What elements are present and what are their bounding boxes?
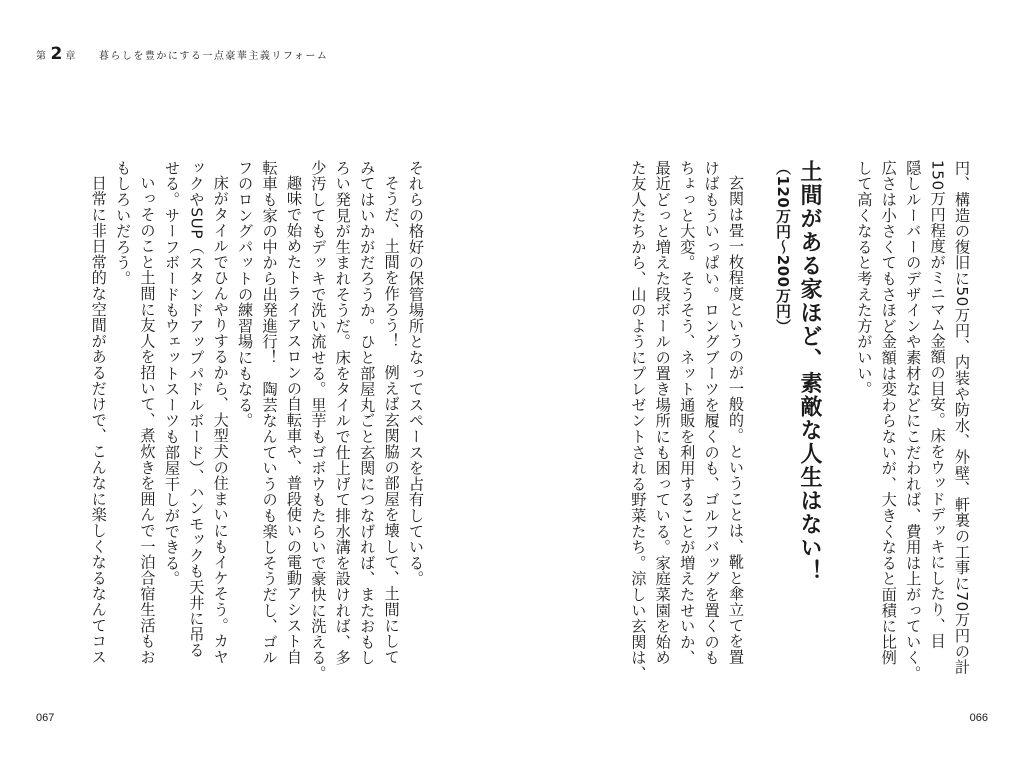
paragraph-line: 少汚してもデッキで洗い流せる。里芋もゴボウもたらいで豪快に洗える。 bbox=[309, 160, 328, 682]
chapter-prefix: 第 bbox=[36, 51, 48, 62]
text-line: して高くなると考えた方がいい。 bbox=[855, 160, 874, 397]
paragraph-line: ックやSUP（スタンドアップパドルボード）、ハンモックも天井に吊る bbox=[187, 160, 206, 659]
text-line: 最近どっと増えた段ボールの置き場所にも困っている。家庭菜園を始め bbox=[653, 160, 672, 666]
chapter-title: 暮らしを豊かにする一点豪華主義リフォーム bbox=[98, 51, 329, 62]
paragraph-line: それらの格好の保管場所となってスペースを占有している。 bbox=[407, 160, 425, 587]
right-page-number: 066 bbox=[969, 712, 988, 724]
paragraph-line: 床がタイルでひんやりするから、大型犬の住まいにもイケそう。カヤ bbox=[211, 175, 230, 665]
chapter-suffix: 章 bbox=[65, 51, 77, 62]
section-heading: 土間がある家ほど、素敵な人生はない！ bbox=[797, 160, 822, 583]
right-page-body bbox=[626, 160, 748, 681]
paragraph-line: 日常に非日常的な空間があるだけで、こんなに楽しくなるなんてコス bbox=[89, 175, 108, 665]
text-line: 150万円程度がミニマム金額の目安。床をウッドデッキにしたり、目 bbox=[928, 160, 947, 649]
text-line: けばもういっぱい。ロングブーツを履くのも、ゴルフバッグを置くのも bbox=[702, 160, 721, 666]
text-line: 隠しルーバーのデザインや素材などにこだわれば、費用は上がっていく。 bbox=[904, 160, 923, 682]
chapter-number: 2 bbox=[50, 44, 63, 64]
text-line: 円、構造の復旧に50万円、内装や防水、外壁、軒裏の工事に70万円の計 bbox=[953, 160, 971, 676]
text-line: ちょっと大変。そうそう、ネット通販を利用することが増えたせいか、 bbox=[678, 160, 697, 666]
paragraph-line: ろい発見が生まれそうだ。床をタイルで仕上げて排水溝を設ければ、多 bbox=[333, 160, 352, 666]
paragraph-line: みてはいかがだろうか。ひと部屋丸ごと玄関につなげれば、またおもし bbox=[358, 160, 377, 666]
text-line: た友人たちから、山のようにプレゼントされる野菜たち。涼しい玄関は、 bbox=[629, 160, 648, 682]
left-page-body bbox=[86, 160, 428, 681]
left-page-number: 067 bbox=[36, 712, 55, 724]
paragraph-line: 趣味で始めたトライアスロンの自転車や、普段使いの電動アシスト自 bbox=[284, 175, 303, 665]
running-head bbox=[36, 44, 328, 64]
text-line: 広さは小さくてもさほど金額は変わらないが、大きくなると面積に比例 bbox=[879, 160, 898, 666]
right-page-intro bbox=[852, 160, 974, 681]
section-heading-block bbox=[772, 160, 824, 583]
section-subheading: （120万円〜200万円） bbox=[774, 160, 792, 335]
text-line: 玄関は畳一枚程度というのが一般的。ということは、靴と傘立てを置 bbox=[727, 175, 745, 665]
paragraph-line: 転車も家の中から出発進行！ 陶芸なんていうのも楽しそうだし、ゴル bbox=[260, 160, 279, 666]
paragraph-line: フのロングパットの練習場にもなる。 bbox=[236, 160, 255, 429]
paragraph-line: もしろいだろう。 bbox=[114, 160, 133, 287]
paragraph-line: せる。サーフボードもウェットスーツも部屋干しができる。 bbox=[162, 160, 181, 587]
paragraph-line: そうだ、土間を作ろう！ 例えば玄関脇の部屋を壊して、土間にして bbox=[382, 175, 401, 665]
paragraph-line: いっそのこと土間に友人を招いて、煮炊きを囲んで一泊合宿生活もお bbox=[138, 175, 157, 665]
